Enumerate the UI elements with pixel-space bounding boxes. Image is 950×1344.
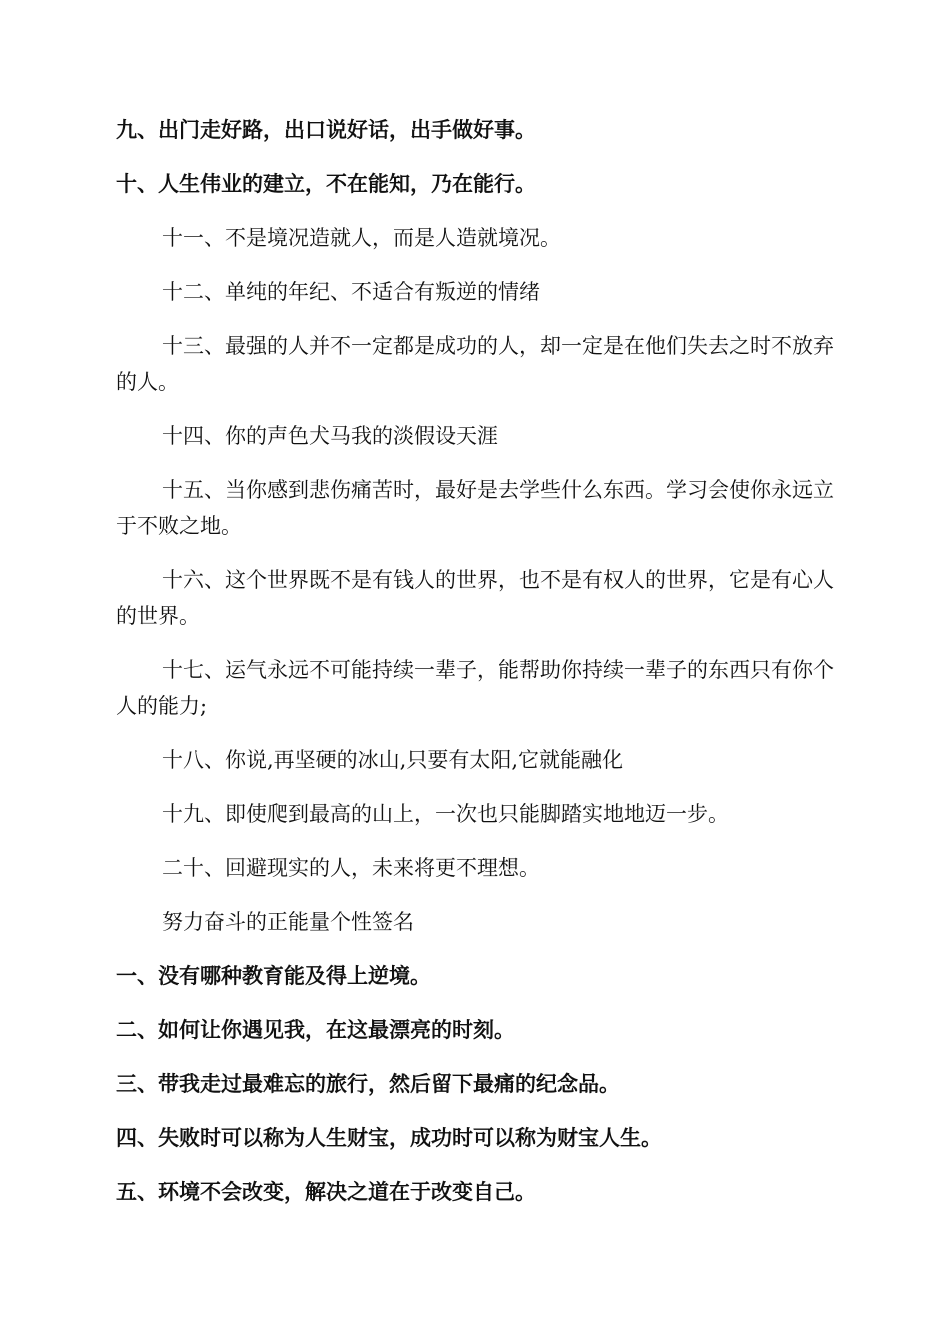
quote-line-5: 五、环境不会改变，解决之道在于改变自己。 [116,1180,536,1204]
quote-line-14: 十四、你的声色犬马我的淡假设天涯 [162,424,498,448]
document-body [116,112,834,1228]
section-heading: 努力奋斗的正能量个性签名 [162,910,414,934]
quote-line-2: 二、如何让你遇见我，在这最漂亮的时刻。 [116,1018,515,1042]
quote-line-1: 一、没有哪种教育能及得上逆境。 [116,964,431,988]
quote-line-20: 二十、回避现实的人，未来将更不理想。 [162,856,540,880]
quote-line-16: 十六、这个世界既不是有钱人的世界，也不是有权人的世界，它是有心人的世界。 [116,568,834,628]
quote-line-3: 三、带我走过最难忘的旅行，然后留下最痛的纪念品。 [116,1072,620,1096]
quote-line-9: 九、出门走好路，出口说好话，出手做好事。 [116,118,536,142]
quote-line-19: 十九、即使爬到最高的山上，一次也只能脚踏实地地迈一步。 [162,802,729,826]
quote-line-11: 十一、不是境况造就人，而是人造就境况。 [162,226,561,250]
quote-line-18: 十八、你说,再坚硬的冰山,只要有太阳,它就能融化 [162,748,624,772]
quote-line-12: 十二、单纯的年纪、不适合有叛逆的情绪 [162,280,540,304]
quote-line-15: 十五、当你感到悲伤痛苦时，最好是去学些什么东西。学习会使你永远立于不败之地。 [116,478,834,538]
quote-line-10: 十、人生伟业的建立，不在能知，乃在能行。 [116,172,536,196]
quote-line-4: 四、失败时可以称为人生财宝，成功时可以称为财宝人生。 [116,1126,662,1150]
quote-line-13: 十三、最强的人并不一定都是成功的人，却一定是在他们失去之时不放弃的人。 [116,334,834,394]
quote-line-17: 十七、运气永远不可能持续一辈子，能帮助你持续一辈子的东西只有你个人的能力; [116,658,834,718]
